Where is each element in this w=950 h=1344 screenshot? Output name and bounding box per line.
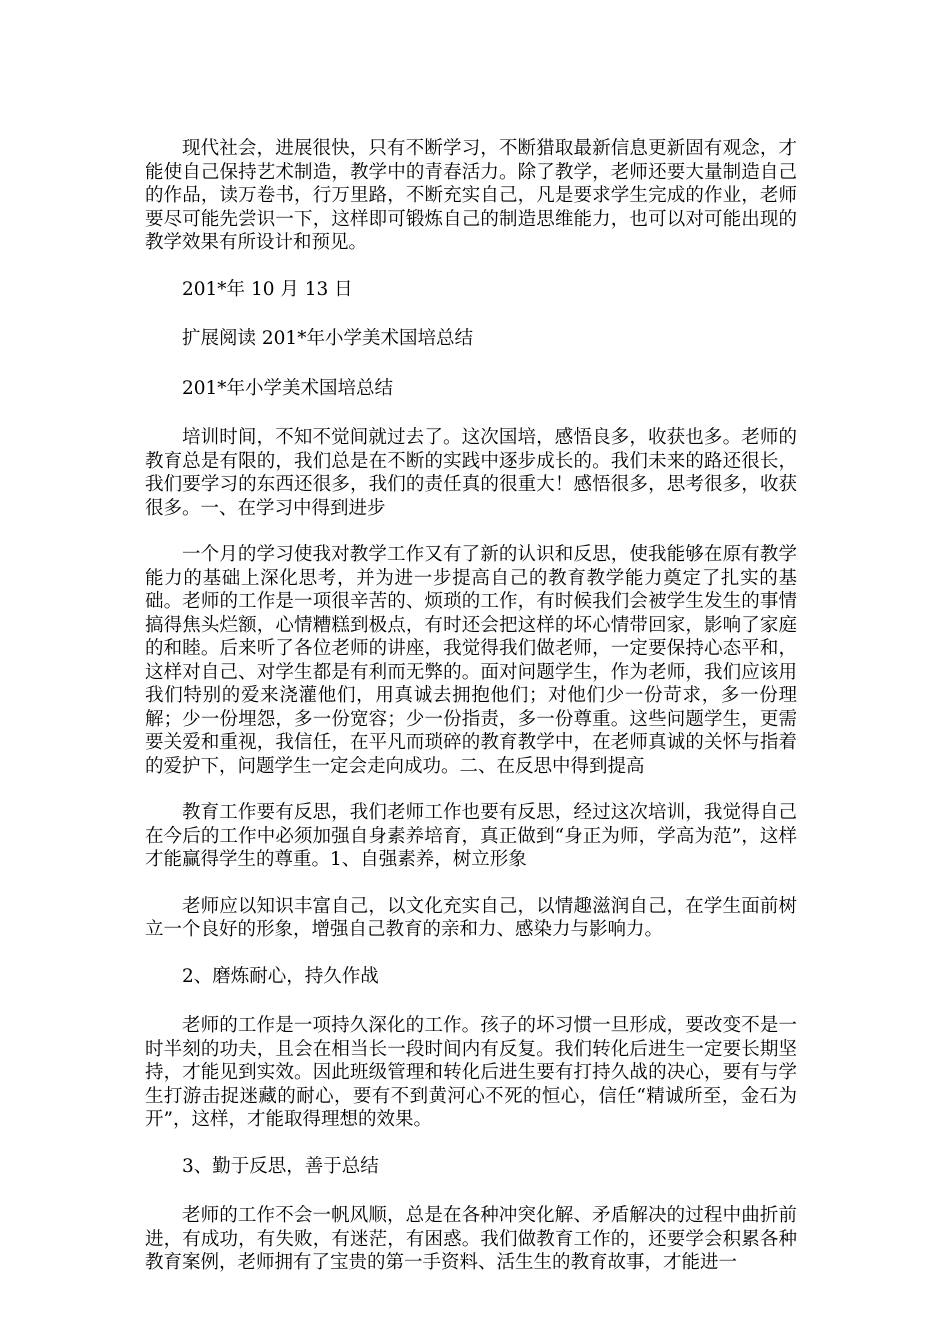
paragraph-patience: 老师的工作是一项持久深化的工作。孩子的坏习惯一旦形成，要改变不是一时半刻的功夫，且会在相当长一段时间内有反复。我们转化后进生一定要长期坚持，才能见到实效。因此班级管理和转化后进生要有打持久战的决心，要有与学生打游击捉迷藏的耐心，要有不到黄河心不死的恒心，信任“精诚所至，金石为开”，这样，才能取得理想的效果。 (145, 1015, 797, 1130)
paragraph-arts-creation: 现代社会，进展很快，只有不断学习，不断猎取最新信息更新固有观念，才能使自己保持艺术制造，教学中的青春活力。除了教学，老师还要大量制造自己的作品，读万卷书，行万里路，不断充实自己，凡是要求学生完成的作业，老师要尽可能先尝识一下，这样即可锻炼自己的制造思维能力，也可以对可能出现的教学效果有所设计和预见。 (145, 138, 797, 253)
section-title: 201*年小学美术国培总结 (182, 377, 394, 399)
paragraph-learning-progress: 一个月的学习使我对教学工作又有了新的认识和反思，使我能够在原有教学能力的基础上深化思考，并为进一步提高自己的教育教学能力奠定了扎实的基础。老师的工作是一项很辛苦的、烦琐的工作，有时候我们会被学生发生的事情搞得焦头烂额，心情糟糕到极点，有时还会把这样的坏心情带回家，影响了家庭的和睦。后来听了各位老师的讲座，我觉得我们做老师，一定要保持心态平和，这样对自己、对学生都是有利而无弊的。面对问题学生，作为老师，我们应该用我们特别的爱来浇灌他们，用真诚去拥抱他们；对他们少一份苛求，多一份理解；少一份埋怨，多一份宽容；少一份指责，多一份尊重。这些问题学生，更需要关爱和重视，我信任，在平凡而琐碎的教育教学中，在老师真诚的关怀与指着的爱护下，问题学生一定会走向成功。二、在反思中得到提高 (145, 544, 797, 777)
paragraph-summary-cases: 老师的工作不会一帆风顺，总是在各种冲突化解、矛盾解决的过程中曲折前进，有成功，有失败，有迷茫，有困惑。我们做教育工作的，还要学会积累各种教育案例，老师拥有了宝贵的第一手资料、活生生的教育故事，才能进一 (145, 1205, 797, 1273)
paragraph-self-improvement: 老师应以知识丰富自己，以文化充实自己，以情趣滋润自己，在学生面前树立一个良好的形象，增强自己教育的亲和力、感染力与影响力。 (145, 895, 797, 940)
date-line: 201*年 10 月 13 日 (182, 278, 353, 300)
paragraph-reflection: 教育工作要有反思，我们老师工作也要有反思，经过这次培训，我觉得自己在今后的工作中必须加强自身素养培育，真正做到“身正为师，学高为范”，这样才能赢得学生的尊重。1、自强素养，树立形象 (145, 802, 797, 870)
extended-reading-heading: 扩展阅读 201*年小学美术国培总结 (182, 328, 473, 349)
subheading-patience: 2、磨炼耐心，持久作战 (182, 965, 379, 987)
paragraph-training-summary: 培训时间，不知不觉间就过去了。这次国培，感悟良多，收获也多。老师的教育总是有限的，我们总是在不断的实践中逐步成长的。我们未来的路还很长，我们要学习的东西还很多，我们的责任真的很重大！感悟很多，思考很多，收获很多。一、在学习中得到进步 (145, 427, 797, 519)
document-body (145, 137, 797, 1298)
subheading-reflection: 3、勤于反思，善于总结 (182, 1155, 379, 1177)
